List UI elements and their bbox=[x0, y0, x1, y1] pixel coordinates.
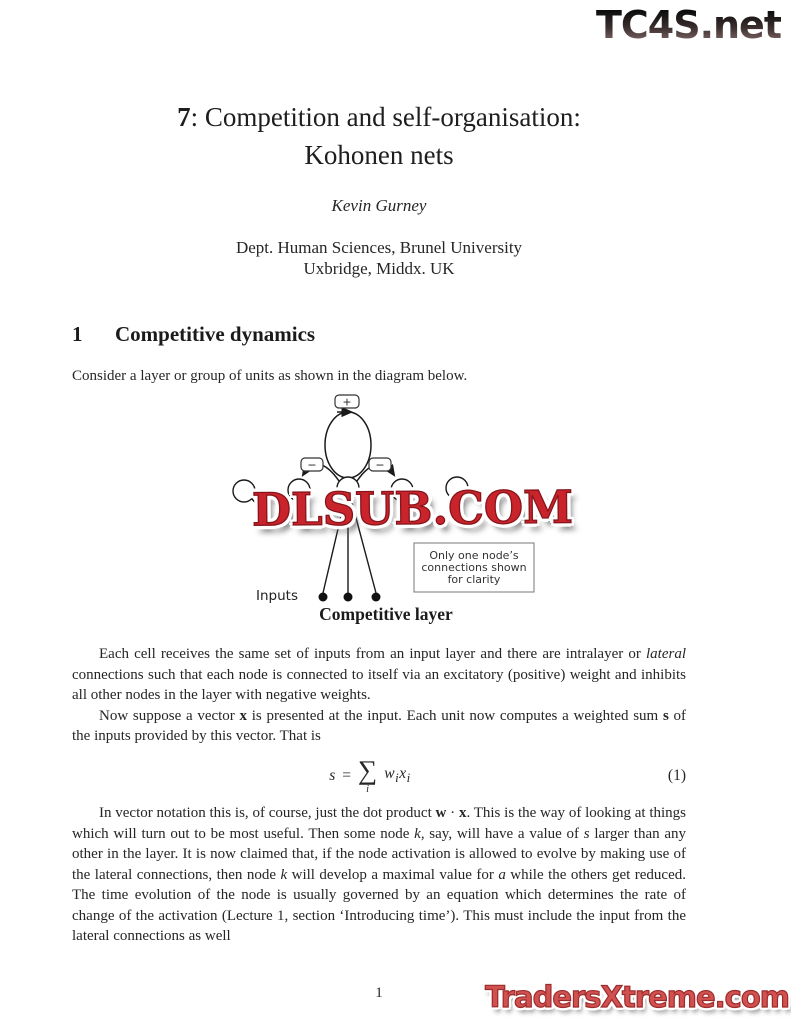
self-connection-loop bbox=[325, 412, 371, 478]
inhibitory-sign-left: − bbox=[307, 458, 317, 472]
section-intro: Consider a layer or group of units as shown in the diagram below. bbox=[72, 368, 468, 384]
excitatory-sign: + bbox=[342, 395, 352, 409]
input-dot-2 bbox=[344, 593, 353, 602]
section-number: 1 bbox=[72, 322, 83, 346]
inputs-label: Inputs bbox=[256, 588, 298, 604]
summation-symbol: ∑ i bbox=[358, 754, 378, 795]
inhibitory-sign-right: − bbox=[375, 458, 385, 472]
watermark-tc4s: TC4S.net bbox=[595, 3, 781, 47]
section-heading bbox=[72, 322, 315, 347]
title-text: : Competition and self-organisation: bbox=[190, 102, 581, 132]
paragraph-3: In vector notation this is, of course, just the dot product w · x. This is the way of looking at things which will turn out to be most useful. Then some node k, say, will have a value of s larger than any other in the layer. It is now claimed that, if the node activation is allowed to evolve by making use of the lateral connections, then node k will develop a maximal value for a while the others get reduced. The time evolution of the node is usually governed by an equation which determines the rate of change of the activation (Lecture 1, section ‘Introducing time’). This must include the input from the lateral connections as well bbox=[72, 805, 686, 944]
document-title-line1 bbox=[72, 100, 686, 134]
equation-number: (1) bbox=[667, 767, 686, 784]
note-line-3: for clarity bbox=[447, 573, 501, 586]
equation-relation: = bbox=[342, 767, 352, 784]
author-name: Kevin Gurney bbox=[331, 196, 427, 215]
watermark-tradersxtreme: TradersXtreme.com bbox=[485, 980, 789, 1014]
body-paragraphs-2 bbox=[72, 803, 686, 947]
note-line-1: Only one node’s bbox=[429, 549, 519, 562]
lecture-number: 7 bbox=[177, 102, 191, 132]
equation-body bbox=[72, 754, 668, 795]
equation-lhs: s bbox=[329, 767, 336, 784]
note-line-2: connections shown bbox=[421, 561, 527, 574]
equation-1 bbox=[72, 752, 686, 800]
paragraph-2: Now suppose a vector x is presented at the input. Each unit now computes a weighted sum s of the inputs provided by this vector. That is bbox=[72, 707, 686, 744]
input-dot-3 bbox=[372, 593, 381, 602]
affiliation-line1: Dept. Human Sciences, Brunel University bbox=[235, 238, 523, 257]
body-paragraphs bbox=[72, 644, 686, 747]
figure-caption: Competitive layer bbox=[319, 604, 453, 624]
document-title-line2: Kohonen nets bbox=[304, 140, 454, 170]
equation-terms: $w_ix_i$ bbox=[384, 765, 411, 786]
input-dot-1 bbox=[319, 593, 328, 602]
watermark-dlsub: DLSUB.COM bbox=[251, 480, 574, 537]
page-number: 1 bbox=[375, 985, 383, 1001]
affiliation-line2: Uxbridge, Middx. UK bbox=[303, 259, 455, 278]
section-title: Competitive dynamics bbox=[115, 322, 316, 346]
paragraph-1: Each cell receives the same set of inputs from an input layer and there are intralayer or lateral connections such that each node is connected to itself via an excitatory (positive) weight and inhibits all other nodes in the layer with negative weights. bbox=[72, 646, 686, 703]
